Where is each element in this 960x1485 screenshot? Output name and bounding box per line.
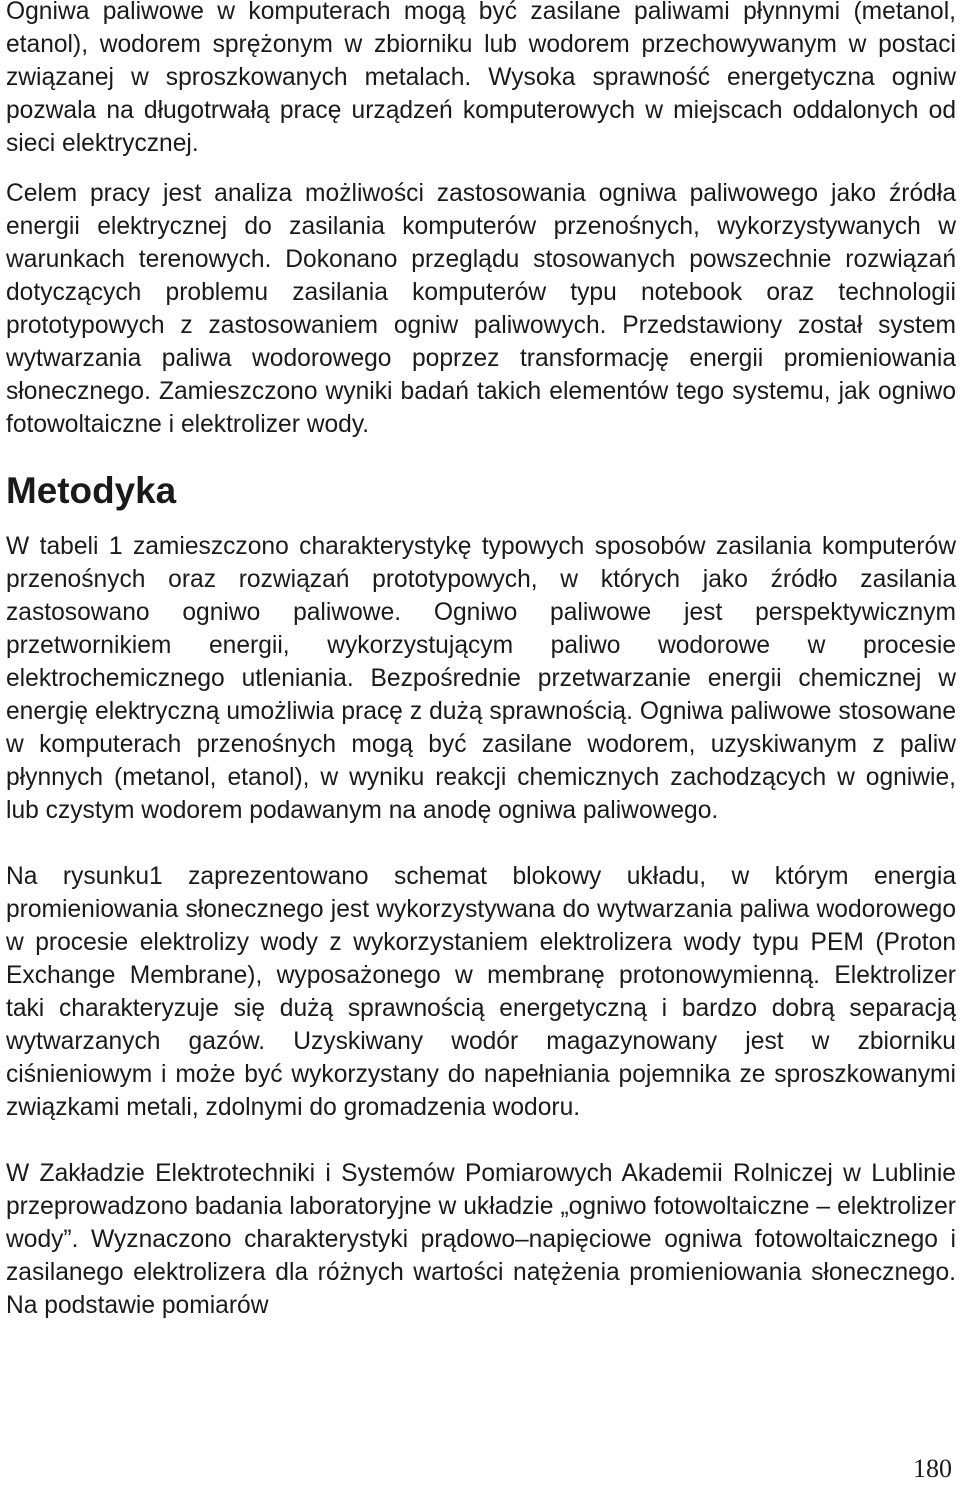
- paragraph-fuel-cell-intro: Ogniwa paliwowe w komputerach mogą być zasilane paliwami płynnymi (metanol, etanol), wodorem sprężonym w zbiorniku lub wodorem przechowywanym w postaci związanej w sproszkowanych metalach. Wysoka sprawność energetyczna ogniw pozwala na długotrwałą pracę urządzeń komputerowych w miejscach oddalonych od sieci elektrycznej.: [6, 0, 956, 157]
- paragraph-laboratory-research: W Zakładzie Elektrotechniki i Systemów Pomiarowych Akademii Rolniczej w Lublinie przeprowadzono badania laboratoryjne w układzie „ogniwo fotowoltaiczne – elektrolizer wody”. Wyznaczono charakterystyki prądowo–napięciowe ogniwa fotowoltaicznego i zasilanego elektrolizera dla różnych wartości natężenia promieniowania słonecznego. Na podstawie pomiarów: [6, 1160, 956, 1319]
- paragraph-figure-description: Na rysunku1 zaprezentowano schemat blokowy układu, w którym energia promieniowania słonecznego jest wykorzystywana do wytwarzania paliwa wodorowego w procesie elektrolizy wody z wykorzystaniem elektrolizera wody typu PEM (Proton Exchange Membrane), wyposażonego w membranę protonowymienną. Elektrolizer taki charakteryzuje się dużą sprawnością energetyczną i bardzo dobrą separacją wytwarzanych gazów. Uzyskiwany wodór magazynowany jest w zbiorniku ciśnieniowym i może być wykorzystany do napełniania pojemnika ze sproszkowanymi związkami metali, zdolnymi do gromadzenia wodoru.: [6, 863, 956, 1121]
- page-number: 180: [913, 1454, 952, 1483]
- paragraph-aim: Celem pracy jest analiza możliwości zastosowania ogniwa paliwowego jako źródła energii elektrycznej do zasilania komputerów przenośnych, wykorzystywanych w warunkach terenowych. Dokonano przeglądu stosowanych powszechnie rozwiązań dotyczących problemu zasilania komputerów typu notebook oraz technologii prototypowych z zastosowaniem ogniw paliwowych. Przedstawiony został system wytwarzania paliwa wodorowego poprzez transformację energii promieniowania słonecznego. Zamieszczono wyniki badań takich elementów tego systemu, jak ogniwo fotowoltaiczne i elektrolizer wody.: [6, 180, 956, 438]
- paragraph-methods-table: W tabeli 1 zamieszczono charakterystykę typowych sposobów zasilania komputerów przenośnych oraz rozwiązań prototypowych, w których jako źródło zasilania zastosowano ogniwo paliwowe. Ogniwo paliwowe jest perspektywicznym przetwornikiem energii, wykorzystującym paliwo wodorowe w procesie elektrochemicznego utleniania. Bezpośrednie przetwarzanie energii chemicznej w energię elektryczną umożliwia pracę z dużą sprawnością. Ogniwa paliwowe stosowane w komputerach przenośnych mogą być zasilane wodorem, uzyskiwanym z paliw płynnych (metanol, etanol), w wyniku reakcji chemicznych zachodzących w ogniwie, lub czystym wodorem podawanym na anodę ogniwa paliwowego.: [6, 533, 956, 824]
- section-heading-metodyka: Metodyka: [6, 470, 177, 511]
